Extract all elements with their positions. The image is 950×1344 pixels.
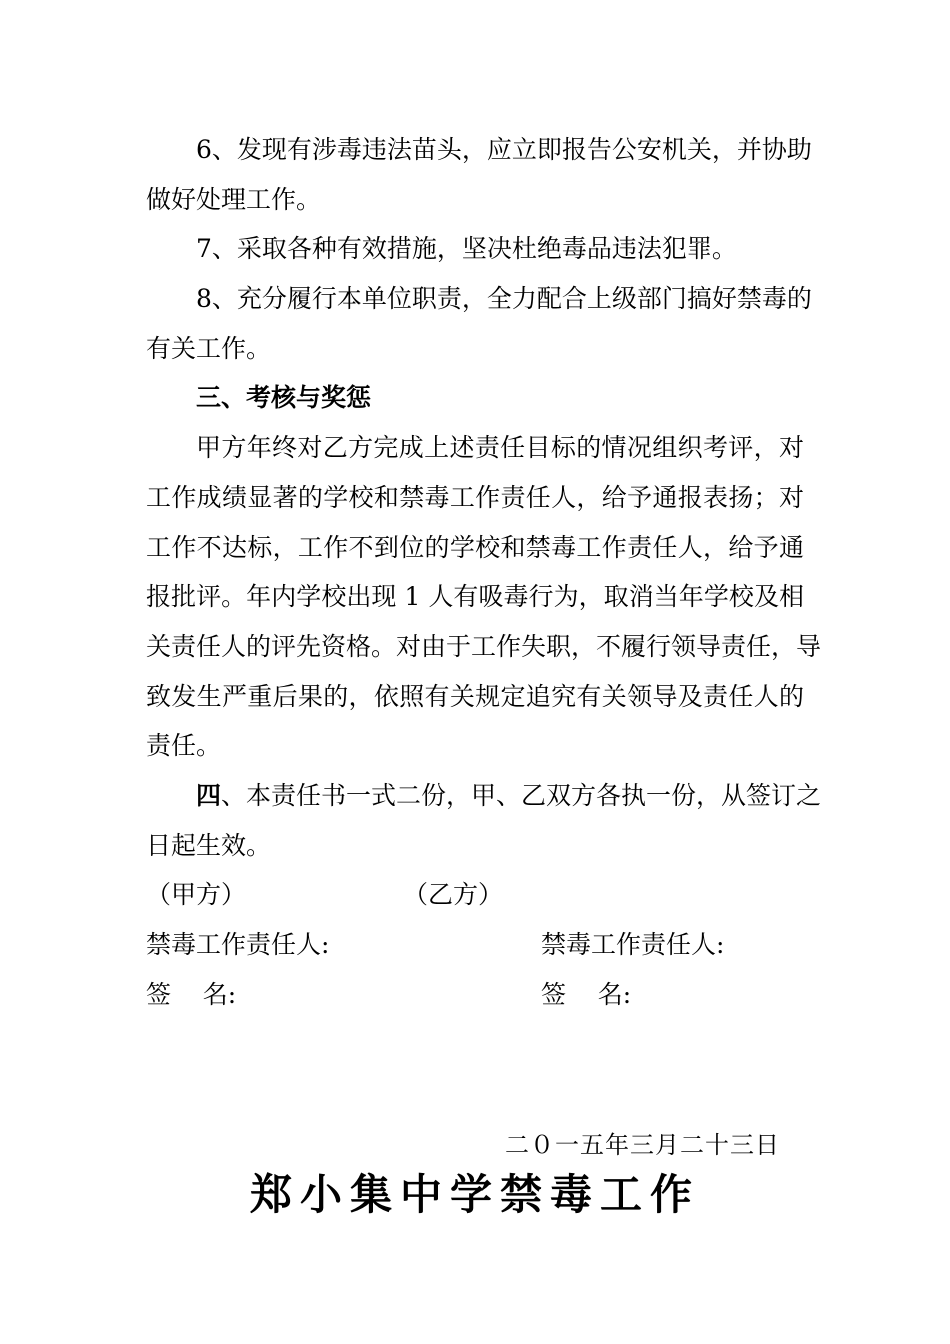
clause-7: 7、采取各种有效措施，坚决杜绝毒品违法犯罪。: [196, 234, 737, 263]
section-3-line-3: 工作不达标，工作不到位的学校和禁毒工作责任人，给予通: [146, 533, 804, 562]
section-3-line-2: 工作成绩显著的学校和禁毒工作责任人，给予通报表扬；对: [146, 483, 804, 512]
party-a-responsible-label: 禁毒工作责任人:: [146, 930, 330, 959]
signing-date: 二０一五年三月二十三日: [505, 1131, 780, 1159]
party-a-label: （甲方）: [146, 880, 247, 909]
section-3-line-4: 报批评。年内学校出现 1 人有吸毒行为，取消当年学校及相: [146, 582, 804, 611]
section-3-heading: 三、考核与奖惩: [196, 383, 372, 412]
clause-8-line-1: 8、充分履行本单位职责，全力配合上级部门搞好禁毒的: [196, 284, 812, 313]
section-3-line-5: 关责任人的评先资格。对由于工作失职，不履行领导责任，导: [146, 632, 822, 661]
section-3-line-6: 致发生严重后果的，依照有关规定追究有关领导及责任人的: [146, 682, 804, 711]
party-b-signature-label: 签 名:: [541, 980, 632, 1009]
clause-6-line-1: 6、发现有涉毒违法苗头，应立即报告公安机关，并协助: [196, 135, 812, 164]
footer-title: 郑小集中学禁毒工作: [249, 1170, 700, 1219]
section-4-label: 四: [196, 781, 222, 810]
party-b-label: （乙方）: [403, 880, 504, 909]
section-3-line-1: 甲方年终对乙方完成上述责任目标的情况组织考评，对: [196, 433, 804, 462]
section-4-line-1: [196, 781, 822, 811]
party-a-signature-label: 签 名:: [146, 980, 237, 1009]
section-3-line-7: 责任。: [146, 731, 222, 760]
clause-6-line-2: 做好处理工作。: [146, 185, 322, 214]
clause-8-line-2: 有关工作。: [146, 334, 272, 363]
section-4-line-2: 日起生效。: [146, 831, 272, 860]
section-4-line-1-text: 、本责任书一式二份，甲、乙双方各执一份，从签订之: [221, 781, 822, 810]
party-b-responsible-label: 禁毒工作责任人:: [541, 930, 725, 959]
